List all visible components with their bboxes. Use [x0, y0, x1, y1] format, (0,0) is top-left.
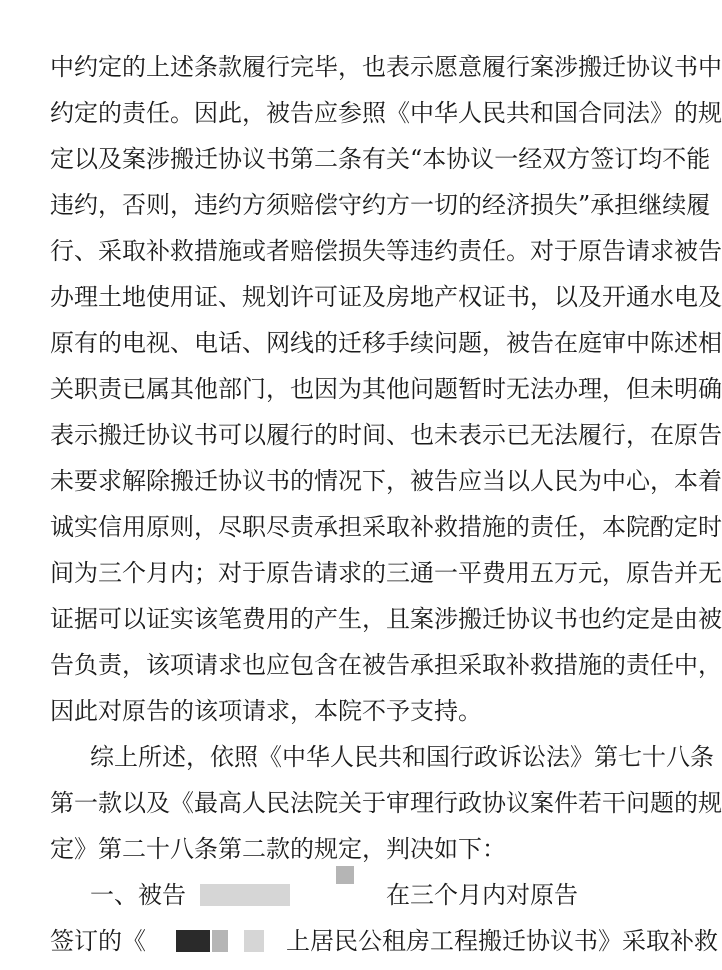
redaction-block: [200, 884, 290, 906]
conclusion-line: 定》第二十八条第二款的规定，判决如下：: [50, 835, 506, 863]
conclusion-line: 综上所述，依照《中华人民共和国行政诉讼法》第七十八条: [90, 743, 714, 771]
body-line: 定以及案涉搬迁协议书第二条有关“本协议一经双方签订均不能: [50, 145, 711, 173]
body-line: 间为三个月内；对于原告请求的三通一平费用五万元，原告并无: [50, 559, 722, 587]
judgment-item-start: 一、被告: [90, 881, 186, 909]
judgment-item-line: [50, 926, 718, 956]
body-line: 诚实信用原则，尽职尽责承担采取补救措施的责任，本院酌定时: [50, 513, 722, 541]
body-line: 行、采取补救措施或者赔偿损失等违约责任。对于原告请求被告: [50, 237, 722, 265]
body-line: 原有的电视、电话、网线的迁移手续问题，被告在庭审中陈述相: [50, 329, 722, 357]
body-line: 未要求解除搬迁协议书的情况下，被告应当以人民为中心，本着: [50, 467, 722, 495]
judgment-item-mid: 在三个月内对原告: [386, 881, 578, 909]
body-line: 告负责，该项请求也应包含在被告承担采取补救措施的责任中，: [50, 651, 722, 679]
judgment-item-line: [90, 880, 666, 910]
body-line: 证据可以证实该笔费用的产生，且案涉搬迁协议书也约定是由被: [50, 605, 722, 633]
body-line: 表示搬迁协议书可以履行的时间、也未表示已无法履行，在原告: [50, 421, 722, 449]
body-line: 违约，否则，违约方须赔偿守约方一切的经济损失”承担继续履: [50, 191, 711, 219]
judgment-item-line2-start: 签订的《: [50, 927, 146, 955]
redaction-block: [244, 930, 264, 952]
body-line: 关职责已属其他部门，也因为其他问题暂时无法办理，但未明确: [50, 375, 722, 403]
body-line: 因此对原告的该项请求，本院不予支持。: [50, 697, 482, 725]
body-line: 约定的责任。因此，被告应参照《中华人民共和国合同法》的规: [50, 99, 722, 127]
body-line: 中约定的上述条款履行完毕，也表示愿意履行案涉搬迁协议书中: [50, 53, 722, 81]
redaction-block: [176, 930, 210, 952]
body-line: 办理土地使用证、规划许可证及房地产权证书，以及开通水电及: [50, 283, 722, 311]
redaction-block: [212, 930, 228, 952]
conclusion-line: 第一款以及《最高人民法院关于审理行政协议案件若干问题的规: [50, 789, 722, 817]
redaction-block: [336, 866, 354, 884]
judgment-item-line2-end: 上居民公租房工程搬迁协议书》采取补救: [286, 927, 718, 955]
